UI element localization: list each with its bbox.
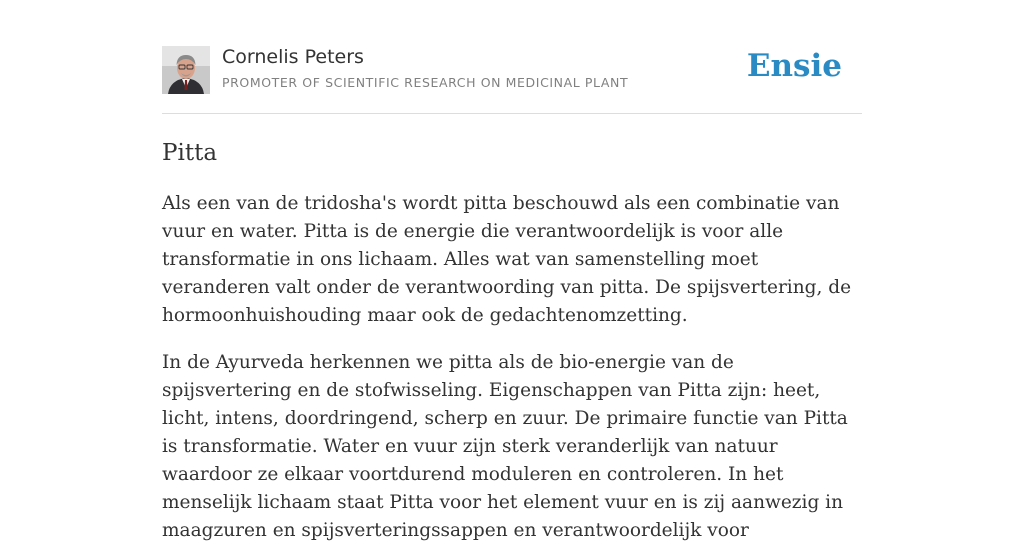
author-title: PROMOTER OF SCIENTIFIC RESEARCH ON MEDICINAL PLANT: [222, 75, 629, 90]
article-paragraph: In de Ayurveda herkennen we pitta als de bio-energie van de spijsvertering en de stofwisseling. Eigenschappen van Pitta zijn: heet, licht, intens, doordringend, scherp en zuur. De primaire functie van Pitta is transformatie. Water en vuur zijn sterk veranderlijk van natuur waardoor ze elkaar voortdurend moduleren en controleren. In het menselijk lichaam staat Pitta voor het element vuur en is zij aanwezig in maagzuren en spijsverteringssappen en verantwoordelijk voor: [162, 352, 848, 541]
author-header: [162, 44, 862, 114]
article-title: Pitta: [162, 140, 218, 166]
author-photo-icon: [162, 46, 210, 94]
article-container: [162, 44, 862, 545]
ensie-logo[interactable]: Ensie: [746, 48, 842, 84]
author-name[interactable]: Cornelis Peters: [222, 46, 364, 68]
author-avatar[interactable]: [162, 46, 210, 94]
article-paragraph: Als een van de tridosha's wordt pitta beschouwd als een combinatie van vuur en water. Pitta is de energie die verantwoordelijk is voor alle transformatie in ons lichaam. Alles wat van samenstelling moet veranderen valt onder de verantwoording van pitta. De spijsvertering, de hormoonhuishouding maar ook de gedachtenomzetting.: [162, 193, 852, 326]
